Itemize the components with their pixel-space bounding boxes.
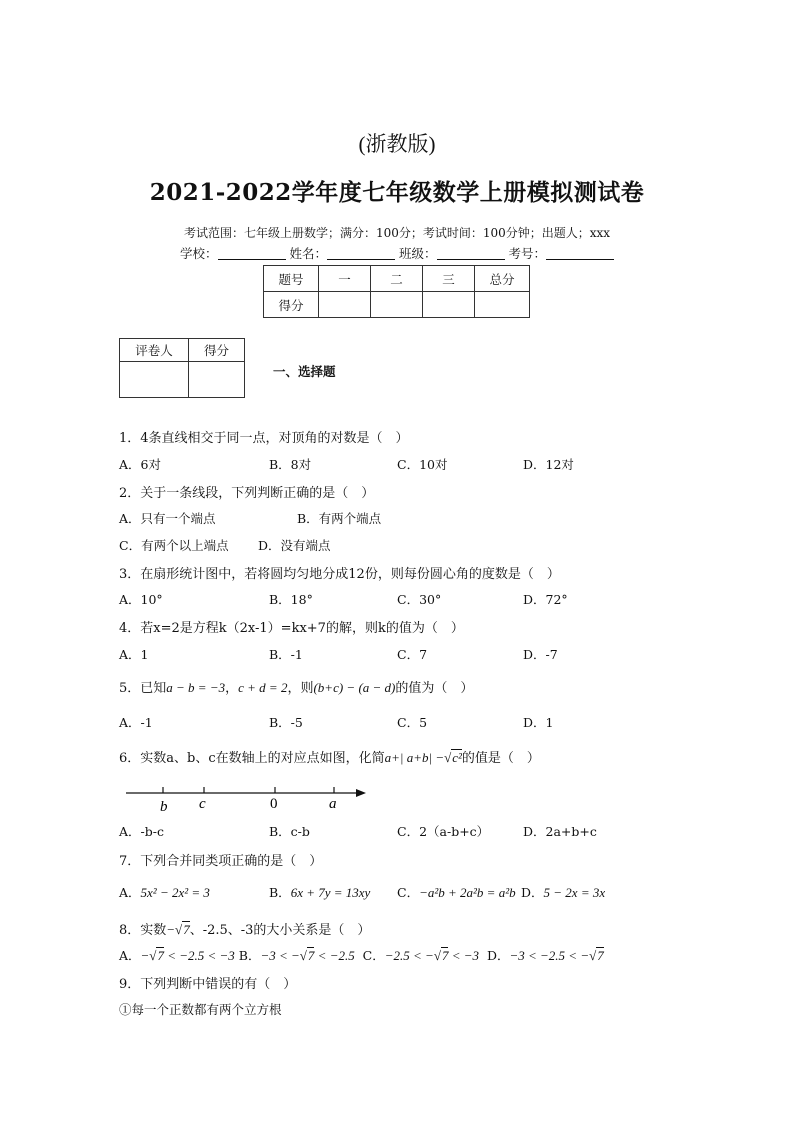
q8-minus-sqrt: −√ (166, 922, 183, 937)
student-info-line (0, 244, 794, 262)
q8-letter-d: D． (486, 948, 510, 963)
class-label: 班级： (398, 246, 437, 261)
grader-header-cell: 评卷人 (120, 339, 189, 362)
question-8-options-line (119, 946, 604, 964)
question-3-stem: 3．在扇形统计图中，若将圆均匀地分成12份，则每份圆心角的度数是（ ） (119, 567, 560, 582)
score-cell[interactable] (475, 292, 530, 318)
question-7-option-c (397, 883, 516, 901)
question-4-option-b: B．-1 (269, 647, 303, 662)
q8-letter-a: A． (119, 948, 141, 963)
q7-expr-c: −a²b + 2a²b = a²b (419, 885, 516, 900)
score-table (263, 265, 530, 318)
question-6-option-b: B．c-b (269, 824, 310, 839)
score-table-row (264, 292, 530, 318)
question-4-option-c: C．7 (397, 647, 428, 662)
q6-expr: a+| a+b| − (384, 750, 445, 765)
school-label: 学校： (179, 246, 218, 261)
question-2-option-b: B．有两个端点 (297, 511, 382, 526)
grader-cell[interactable] (189, 362, 245, 398)
paper-subtitle: (浙教版) (358, 132, 436, 156)
question-1-stem: 1．4条直线相交于同一点，对顶角的对数是（ ） (119, 431, 409, 446)
question-6-option-d: D．2a+b+c (523, 824, 597, 839)
q8-expr-c: −2.5 < −√7 < −3 (384, 948, 479, 963)
q6-suffix: 的值是（ ） (461, 751, 540, 766)
q8-prefix: 8．实数 (119, 923, 167, 938)
question-4-stem: 4．若x=2是方程k（2x-1）=kx+7的解，则k的值为（ ） (119, 621, 464, 636)
q8-expr-b: −3 < −√7 < −2.5 (260, 948, 355, 963)
grader-cell[interactable] (120, 362, 189, 398)
q5-expr-2: c + d = 2 (238, 680, 288, 695)
question-2-option-a: A．只有一个端点 (119, 511, 216, 526)
q6-prefix: 6．实数a、b、c在数轴上的对应点如图，化简 (119, 751, 385, 766)
question-3-option-a: A．10° (119, 592, 163, 607)
q5-expr-3: (b+c) − (a − d) (313, 680, 396, 695)
score-cell[interactable] (319, 292, 371, 318)
question-4-option-d: D．-7 (523, 647, 558, 662)
label-a: a (329, 796, 337, 812)
question-3-option-d: D．72° (523, 592, 568, 607)
question-5-option-d: D．1 (523, 715, 554, 730)
q8-expr-d: −3 < −2.5 < −√7 (509, 948, 604, 963)
section-title: 一、选择题 (273, 364, 336, 379)
grader-table-row (120, 362, 245, 398)
label-c: c (199, 796, 206, 812)
grader-table (119, 338, 245, 398)
q5-prefix: 5．已知 (119, 681, 167, 696)
question-5-option-a: A．-1 (119, 715, 153, 730)
question-3-option-c: C．30° (397, 592, 442, 607)
question-3-option-b: B．18° (269, 592, 313, 607)
question-7-option-d (521, 883, 605, 901)
school-blank (218, 246, 286, 260)
question-1-option-a: A．6对 (119, 457, 161, 472)
question-7-option-a (119, 883, 210, 901)
q8-letter-c: C． (362, 948, 385, 963)
question-1-option-c: C．10对 (397, 457, 448, 472)
question-5-option-c: C．5 (397, 715, 428, 730)
exam-info: 考试范围：七年级上册数学；满分：100分；考试时间：100分钟；出题人；xxx (183, 226, 611, 240)
q7-letter-a: A． (119, 885, 141, 900)
q8-letter-b: B． (238, 948, 261, 963)
grader-header-cell: 得分 (189, 339, 245, 362)
score-header-cell: 题号 (264, 266, 319, 292)
question-5-option-b: B．-5 (269, 715, 303, 730)
question-2-option-c: C．有两个以上端点 (119, 538, 229, 553)
q7-expr-a: 5x² − 2x² = 3 (140, 885, 210, 900)
exam-number-blank (546, 246, 614, 260)
q7-letter-b: B． (269, 885, 291, 900)
score-row-label: 得分 (264, 292, 319, 318)
question-6-stem (119, 747, 540, 766)
q5-suffix: 的值为（ ） (395, 681, 474, 696)
paper-title: 2021-2022学年度七年级数学上册模拟测试卷 (149, 179, 645, 206)
q6-sqrt-sign: √ (444, 750, 452, 765)
grader-table-header-row (120, 339, 245, 362)
question-6-option-a: A．-b-c (119, 824, 164, 839)
q8-expr-a: −√7 < −2.5 < −3 (140, 948, 235, 963)
score-cell[interactable] (423, 292, 475, 318)
score-header-cell: 二 (371, 266, 423, 292)
score-cell[interactable] (371, 292, 423, 318)
question-8-stem (119, 919, 370, 938)
q5-sep: ， (225, 681, 239, 696)
question-2-stem: 2．关于一条线段，下列判断正确的是（ ） (119, 486, 375, 501)
q8-sqrt-radicand: 7 (183, 922, 190, 937)
q7-expr-b: 6x + 7y = 13xy (290, 885, 371, 900)
q5-expr-1: a − b = −3 (166, 680, 226, 695)
label-zero: 0 (270, 796, 278, 812)
q6-sqrt-radicand: c² (452, 750, 462, 765)
score-table-header-row (264, 266, 530, 292)
question-5-stem (119, 677, 473, 696)
number-line-arrow (356, 789, 366, 797)
q5-mid: ，则 (287, 681, 314, 696)
question-9-item-1: ①每一个正数都有两个立方根 (119, 1002, 282, 1017)
score-header-cell: 三 (423, 266, 475, 292)
question-2-option-d: D．没有端点 (258, 538, 331, 553)
question-9-stem: 9．下列判断中错误的有（ ） (119, 977, 297, 992)
question-4-option-a: A．1 (119, 647, 149, 662)
exam-number-label: 考号： (508, 246, 546, 261)
question-1-option-b: B．8对 (269, 457, 312, 472)
question-7-stem: 7．下列合并同类项正确的是（ ） (119, 854, 323, 869)
q8-suffix: 、-2.5、-3的大小关系是（ ） (189, 923, 371, 938)
q7-letter-d: D． (521, 885, 544, 900)
score-header-cell: 一 (319, 266, 371, 292)
label-b: b (160, 799, 168, 815)
question-1-option-d: D．12对 (523, 457, 574, 472)
question-6-option-c: C．2（a-b+c） (397, 824, 490, 839)
question-7-option-b (269, 883, 370, 901)
name-label: 姓名： (289, 246, 327, 261)
score-header-cell: 总分 (475, 266, 530, 292)
q7-letter-c: C． (397, 885, 420, 900)
q7-expr-d: 5 − 2x = 3x (543, 885, 606, 900)
number-line-figure (122, 780, 372, 816)
name-blank (327, 246, 395, 260)
class-blank (437, 246, 505, 260)
